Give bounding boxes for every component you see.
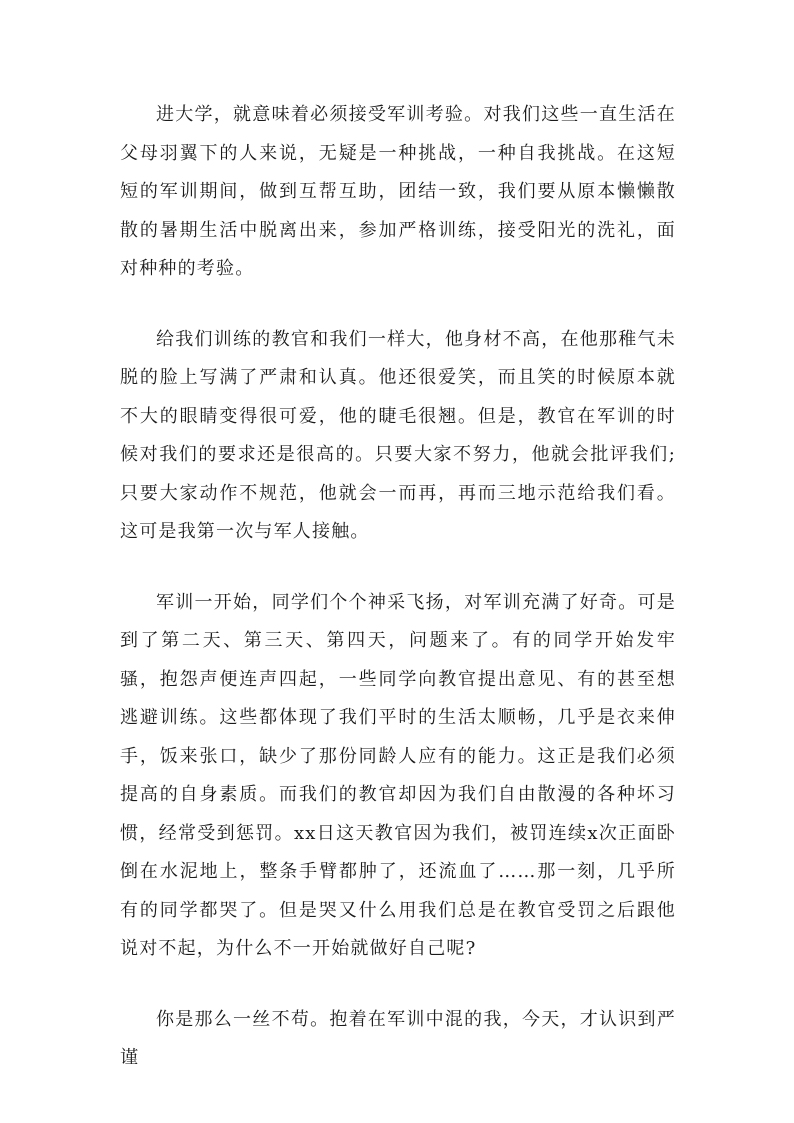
paragraph-1: 进大学，就意味着必须接受军训考验。对我们这些一直生活在父母羽翼下的人来说，无疑是一种挑战，一种自我挑战。在这短短的军训期间，做到互帮互助，团结一致，我们要从原本懒懒散散的暑期生活中脱离出来，参加严格训练，接受阳光的洗礼，面对种种的考验。 [120,104,676,279]
paragraph-4: 你是那么一丝不苟。抱着在军训中混的我，今天，才认识到严谨 [120,1008,676,1068]
paragraph-3: 军训一开始，同学们个个神采飞扬，对军训充满了好奇。可是到了第二天、第三天、第四天，问题来了。有的同学开始发牢骚，抱怨声便连声四起，一些同学向教官提出意见、有的甚至想逃避训练。这些都体现了我们平时的生活太顺畅，几乎是衣来伸手，饭来张口，缺少了那份同龄人应有的能力。这正是我们必须提高的自身素质。而我们的教官却因为我们自由散漫的各种坏习惯，经常受到惩罚。xx日这天教官因为我们，被罚连续x次正面卧倒在水泥地上，整条手臂都肿了，还流血了……那一刻，几乎所有的同学都哭了。但是哭又什么用我们总是在教官受罚之后跟他说对不起，为什么不一开始就做好自己呢? [120,591,676,959]
paragraph-2: 给我们训练的教官和我们一样大，他身材不高，在他那稚气未脱的脸上写满了严肃和认真。他还很爱笑，而且笑的时候原本就不大的眼睛变得很可爱，他的睫毛很翘。但是，教官在军训的时候对我们的要求还是很高的。只要大家不努力，他就会批评我们;只要大家动作不规范，他就会一而再，再而三地示范给我们看。这可是我第一次与军人接触。 [120,328,676,542]
document-body [120,96,676,1110]
